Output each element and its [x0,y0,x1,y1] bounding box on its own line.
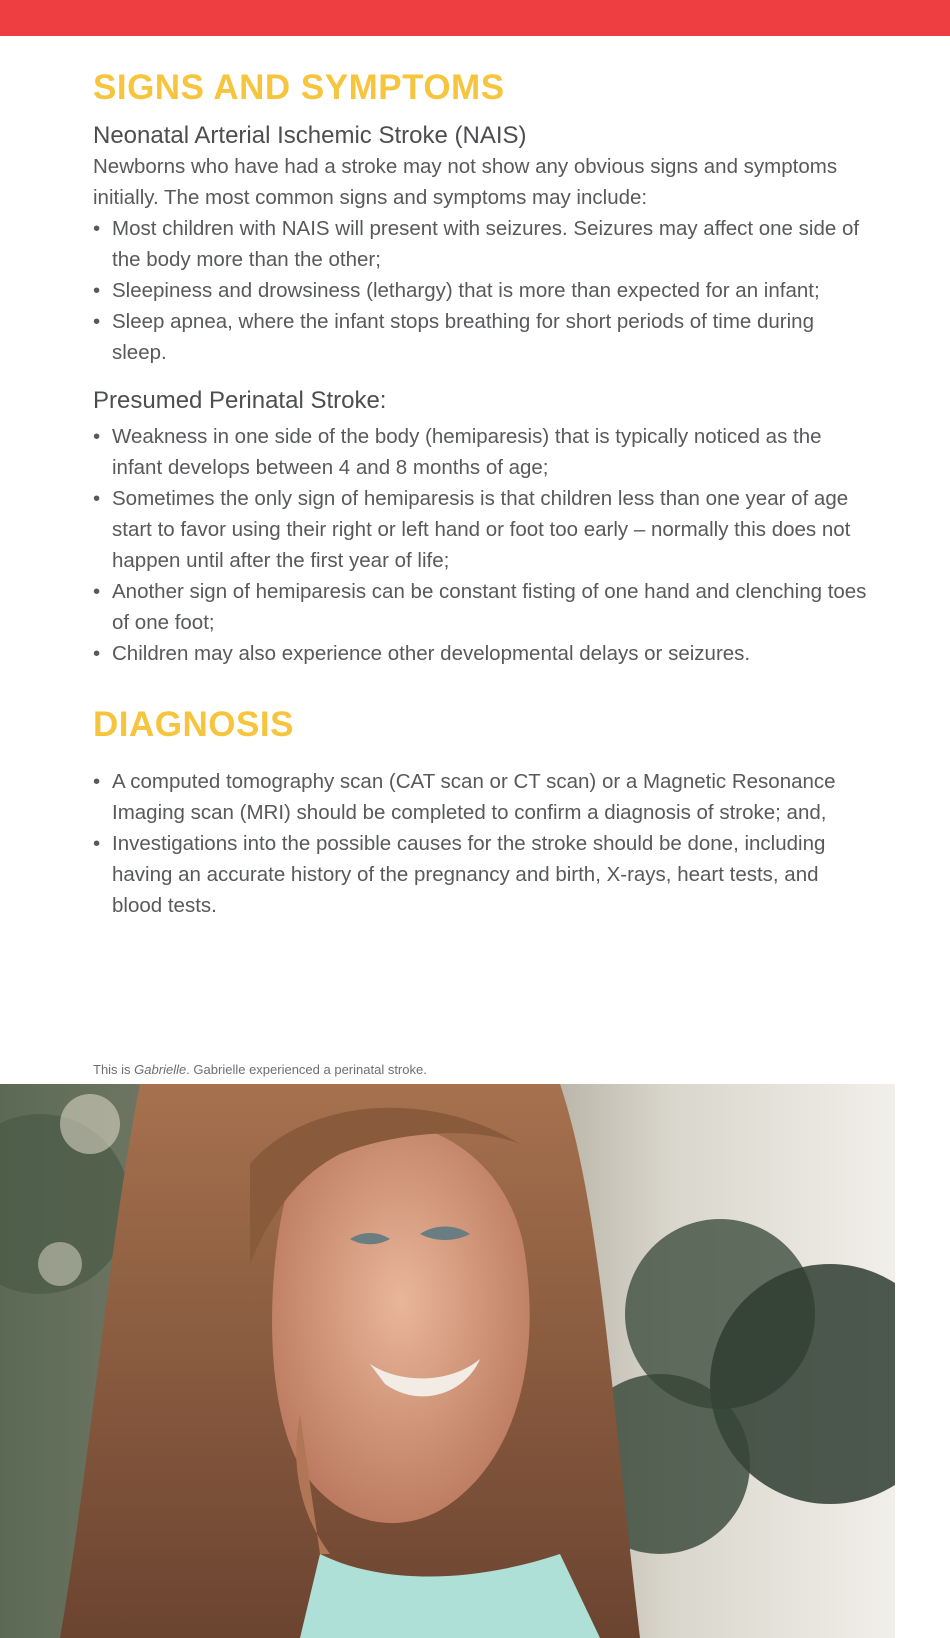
caption-name: Gabrielle [134,1062,187,1077]
list-item: • Weakness in one side of the body (hemiparesis) that is typically noticed as the infant develops between 4 and 8 months of age; [93,421,873,483]
caption-prefix: This is [93,1062,135,1077]
child-portrait-photo [0,1084,895,1638]
nais-symptom-list [93,213,873,368]
top-accent-bar [0,0,950,36]
list-item: • Sometimes the only sign of hemiparesis is that children less than one year of age start to favor using their right or left hand or foot too early – normally this does not happen until after the first year of life; [93,483,873,576]
signs-symptoms-heading: SIGNS AND SYMPTOMS [93,68,505,107]
list-item: • Children may also experience other developmental delays or seizures. [93,638,873,669]
diagnosis-list [93,766,873,921]
nais-intro: Newborns who have had a stroke may not show any obvious signs and symptoms initially. The most common signs and symptoms may include: [93,154,838,209]
list-item: • Sleepiness and drowsiness (lethargy) that is more than expected for an infant; [93,275,873,306]
list-item: • Most children with NAIS will present with seizures. Seizures may affect one side of the body more than the other; [93,213,873,275]
diagnosis-heading: DIAGNOSIS [93,704,294,744]
perinatal-symptom-list [93,421,873,669]
page-content [93,60,873,921]
nais-subheading: Neonatal Arterial Ischemic Stroke (NAIS) [93,122,527,149]
list-item: • Investigations into the possible causes for the stroke should be done, including having an accurate history of the pregnancy and birth, X-rays, heart tests, and blood tests. [93,828,873,921]
list-item: • Another sign of hemiparesis can be constant fisting of one hand and clenching toes of one foot; [93,576,873,638]
caption-suffix: . Gabrielle experienced a perinatal stroke. [186,1062,427,1077]
list-item: • Sleep apnea, where the infant stops breathing for short periods of time during sleep. [93,306,873,368]
photo-caption [93,1062,427,1078]
list-item: • A computed tomography scan (CAT scan or CT scan) or a Magnetic Resonance Imaging scan (MRI) should be completed to confirm a diagnosis of stroke; and, [93,766,873,828]
perinatal-subheading: Presumed Perinatal Stroke: [93,386,387,414]
